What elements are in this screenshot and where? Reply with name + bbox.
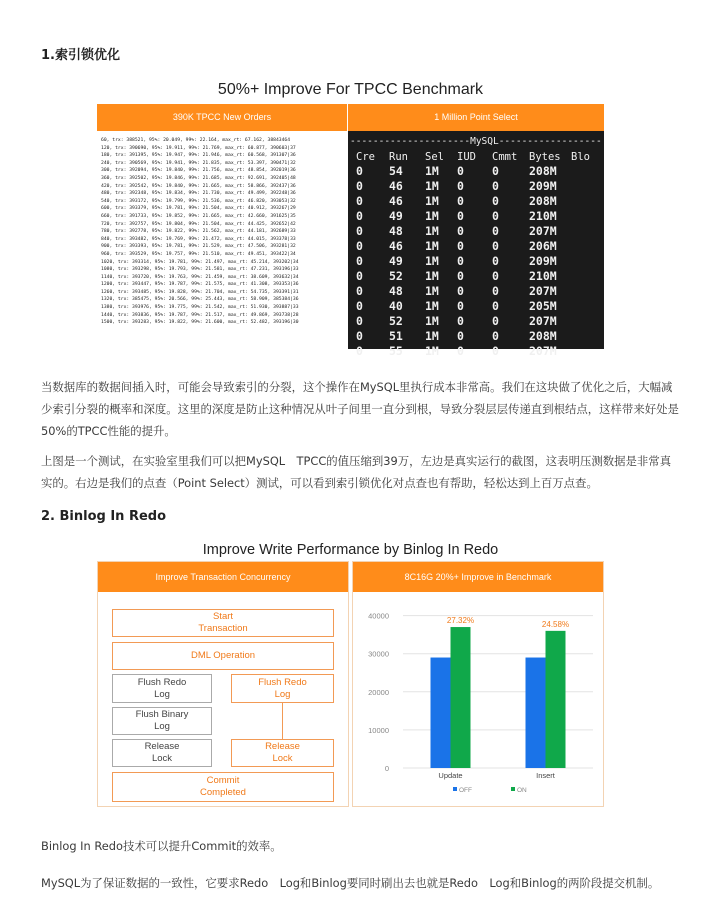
log-line: 420, trx: 392542, 95%: 19.840, 99%: 21.665, max_rt: 58.866, 392437|36 <box>101 183 296 189</box>
terminal-column-header: Cmmt <box>492 150 518 163</box>
terminal-cell: 46 <box>389 179 403 193</box>
terminal-cell: 48 <box>389 284 403 298</box>
tpcc-log-lines <box>97 131 347 327</box>
terminal-cell: 0 <box>356 344 363 358</box>
terminal-cell: 0 <box>356 239 363 253</box>
log-line: 60, trx: 388521, 95%: 20.049, 99%: 22.164, max_rt: 67.162, 38843464 <box>101 138 291 143</box>
log-line: 900, trx: 393393, 95%: 19.781, 99%: 21.529, max_rt: 47.506, 393281|32 <box>101 244 296 250</box>
legend-label-on: ON <box>517 787 527 794</box>
terminal-cell: 209M <box>529 254 557 268</box>
terminal-column-header: Cre <box>356 150 375 163</box>
terminal-cell: 0 <box>356 209 363 223</box>
terminal-cell: 0 <box>492 224 499 238</box>
terminal-cell: 210M <box>529 269 557 283</box>
log-line: 1140, trx: 393720, 95%: 19.763, 99%: 21.459, max_rt: 38.609, 393632|34 <box>101 274 299 280</box>
bar-annotation: 27.32% <box>446 616 475 626</box>
terminal-cell: 0 <box>492 329 499 343</box>
terminal-cell: 0 <box>492 254 499 268</box>
terminal-cell: 0 <box>457 179 464 193</box>
flow-dml-operation: DML Operation <box>112 642 334 670</box>
paragraph-3: Binlog In Redo技术可以提升Commit的效率。 <box>41 839 282 853</box>
terminal-cell: 0 <box>457 209 464 223</box>
bar-annotation: 24.58% <box>541 619 570 629</box>
terminal-cell: 207M <box>529 224 557 238</box>
terminal-row <box>348 194 604 209</box>
terminal-cell: 0 <box>457 239 464 253</box>
terminal-cell: 0 <box>457 314 464 328</box>
terminal-cell: 1M <box>425 329 439 343</box>
terminal-row <box>348 239 604 254</box>
flow-release-lock-orange: Release Lock <box>231 739 334 767</box>
point-select-header: 1 Million Point Select <box>348 104 604 131</box>
bar-on-insert <box>546 631 566 768</box>
log-line: 120, trx: 390690, 95%: 19.911, 99%: 21.769, max_rt: 60.877, 390603|37 <box>101 145 296 151</box>
log-line: 240, trx: 390569, 95%: 19.941, 99%: 21.835, max_rt: 53.397, 390471|32 <box>101 160 296 166</box>
log-line: 780, trx: 392778, 95%: 19.822, 99%: 21.562, max_rt: 44.181, 392689|33 <box>101 229 296 235</box>
terminal-cell: 207M <box>529 344 557 358</box>
y-tick-label: 30000 <box>368 649 389 659</box>
terminal-row <box>348 164 604 179</box>
paragraph-1: 当数据库的数据间插入时，可能会导致索引的分裂，这个操作在MySQL里执行成本非常高。我们在这块做了优化之后，大幅减少索引分裂的概率和深度。这里的深度是防止这种情况从叶子间里一直分到根，导致分裂层层传递直到根结点，这样带来好处是50%的TPCC性能的提升。 <box>41 380 679 438</box>
flow-release-lock-grey: Release Lock <box>112 739 212 767</box>
terminal-cell: 0 <box>457 224 464 238</box>
log-line: 1200, trx: 393447, 95%: 19.787, 99%: 21.575, max_rt: 41.308, 393353|36 <box>101 282 299 288</box>
terminal-cell: 51 <box>389 329 403 343</box>
paragraph-4: MySQL为了保证数据的一致性，它要求Redo Log和Binlog要同时刷出去也就是Redo Log和Binlog的两阶段提交机制。 <box>41 876 660 890</box>
terminal-column-header: Blo <box>571 150 590 163</box>
terminal-cell: 205M <box>529 299 557 313</box>
terminal-cell: 1M <box>425 284 439 298</box>
flow-flush-redo-log-orange: Flush Redo Log <box>231 674 334 703</box>
log-line: 840, trx: 393482, 95%: 19.769, 99%: 21.472, max_rt: 44.015, 393378|33 <box>101 236 296 242</box>
figure2-title: Improve Write Performance by Binlog In Redo <box>202 542 499 558</box>
terminal-cell: 0 <box>356 254 363 268</box>
log-line: 960, trx: 393529, 95%: 19.757, 99%: 21.510, max_rt: 49.451, 393422|34 <box>101 251 296 257</box>
flow-start-transaction: Start Transaction <box>112 609 334 637</box>
log-line: 300, trx: 392094, 95%: 19.840, 99%: 21.756, max_rt: 48.854, 392019|36 <box>101 168 296 174</box>
terminal-cell: 210M <box>529 209 557 223</box>
terminal-cell: 1M <box>425 344 439 358</box>
terminal-row <box>348 179 604 194</box>
log-line: 1080, trx: 393298, 95%: 19.793, 99%: 21.581, max_rt: 47.231, 393196|33 <box>101 267 299 273</box>
terminal-cell: 1M <box>425 194 439 208</box>
terminal-header-row <box>348 150 604 165</box>
terminal-cell: 0 <box>492 209 499 223</box>
benchmark-chart-header: 8C16G 20%+ Improve in Benchmark <box>353 562 603 592</box>
benchmark-chart-panel <box>352 561 604 807</box>
flow-connector-line <box>282 703 283 739</box>
log-line: 600, trx: 393379, 95%: 19.781, 99%: 21.504, max_rt: 40.912, 393267|29 <box>101 206 296 212</box>
transaction-flow-panel <box>97 561 349 807</box>
legend-swatch-on <box>511 787 515 791</box>
terminal-rows <box>348 164 604 359</box>
log-line: 180, trx: 391395, 95%: 19.947, 99%: 21.946, max_rt: 60.568, 391307|36 <box>101 153 296 159</box>
y-tick-label: 10000 <box>368 725 389 735</box>
terminal-row <box>348 329 604 344</box>
terminal-cell: 1M <box>425 254 439 268</box>
terminal-cell: 46 <box>389 239 403 253</box>
terminal-row <box>348 224 604 239</box>
terminal-row <box>348 284 604 299</box>
terminal-cell: 1M <box>425 164 439 178</box>
log-line: 660, trx: 391733, 95%: 19.852, 99%: 21.665, max_rt: 42.660, 391625|35 <box>101 213 296 219</box>
section-heading-2: 2. Binlog In Redo <box>41 509 167 524</box>
log-line: 1500, trx: 393283, 95%: 19.822, 99%: 21.600, max_rt: 52.482, 393196|30 <box>101 320 299 326</box>
terminal-cell: 208M <box>529 194 557 208</box>
terminal-column-header: Sel <box>425 150 444 163</box>
terminal-cell: 0 <box>356 299 363 313</box>
terminal-cell: 1M <box>425 209 439 223</box>
terminal-cell: 1M <box>425 224 439 238</box>
terminal-cell: 0 <box>356 224 363 238</box>
terminal-cell: 55 <box>389 344 403 358</box>
flow-flush-redo-log-grey: Flush Redo Log <box>112 674 212 703</box>
log-line: 1380, trx: 393976, 95%: 19.775, 99%: 21.542, max_rt: 51.930, 393887|33 <box>101 305 299 311</box>
terminal-cell: 207M <box>529 314 557 328</box>
y-tick-label: 20000 <box>368 687 389 697</box>
terminal-row <box>348 299 604 314</box>
terminal-row <box>348 254 604 269</box>
terminal-row <box>348 314 604 329</box>
terminal-cell: 1M <box>425 179 439 193</box>
terminal-cell: 0 <box>356 269 363 283</box>
terminal-cell: 0 <box>492 239 499 253</box>
terminal-cell: 52 <box>389 314 403 328</box>
terminal-cell: 40 <box>389 299 403 313</box>
terminal-cell: 0 <box>492 194 499 208</box>
terminal-cell: 0 <box>457 269 464 283</box>
x-tick-label: Update <box>438 771 463 780</box>
terminal-column-header: Run <box>389 150 408 163</box>
log-line: 540, trx: 393172, 95%: 19.799, 99%: 21.536, max_rt: 46.820, 393053|32 <box>101 198 296 204</box>
point-select-panel <box>348 104 604 358</box>
legend-swatch-off <box>453 787 457 791</box>
terminal-cell: 1M <box>425 269 439 283</box>
terminal-cell: 0 <box>457 254 464 268</box>
tpcc-log-panel <box>97 104 347 349</box>
terminal-column-header: IUD <box>457 150 476 163</box>
terminal-cell: 0 <box>356 179 363 193</box>
terminal-cell: 46 <box>389 194 403 208</box>
terminal-cell: 0 <box>492 299 499 313</box>
terminal-cell: 0 <box>356 164 363 178</box>
flow-panel-header: Improve Transaction Concurrency <box>98 562 348 592</box>
terminal-row <box>348 344 604 359</box>
terminal-cell: 207M <box>529 284 557 298</box>
log-line: 1320, trx: 385475, 95%: 20.566, 99%: 25.443, max_rt: 58.909, 385384|36 <box>101 297 299 303</box>
y-tick-label: 0 <box>384 764 389 773</box>
flow-commit-completed: Commit Completed <box>112 772 334 802</box>
bar-on-update <box>451 627 471 768</box>
terminal-cell: 0 <box>356 284 363 298</box>
log-line: 720, trx: 392757, 95%: 19.804, 99%: 21.504, max_rt: 44.425, 392652|42 <box>101 221 296 227</box>
section-heading-1: 1.索引锁优化 <box>41 48 120 63</box>
terminal-cell: 48 <box>389 224 403 238</box>
benchmark-bar-chart <box>353 592 603 806</box>
terminal-cell: 52 <box>389 269 403 283</box>
terminal-cell: 208M <box>529 329 557 343</box>
figure1-title: 50%+ Improve For TPCC Benchmark <box>217 81 484 98</box>
terminal-cell: 0 <box>492 284 499 298</box>
log-line: 360, trx: 392502, 95%: 19.846, 99%: 21.685, max_rt: 92.691, 392405|48 <box>101 175 296 181</box>
terminal-cell: 0 <box>457 299 464 313</box>
terminal-cell: 0 <box>457 344 464 358</box>
terminal-row <box>348 209 604 224</box>
terminal-cell: 209M <box>529 179 557 193</box>
paragraph-2: 上图是一个测试，在实验室里我们可以把MySQL TPCC的值压缩到39万，左边是真实运行的截图，这表明压测数据是非常真实的。右边是我们的点查（Point Select）测试，可以看到索引锁优化对点查也有帮助，轻松达到上百万点查。 <box>41 454 672 490</box>
terminal-cell: 0 <box>457 284 464 298</box>
log-line: 480, trx: 392348, 95%: 19.834, 99%: 21.730, max_rt: 49.499, 392248|36 <box>101 191 296 197</box>
terminal-cell: 54 <box>389 164 403 178</box>
terminal-cell: 49 <box>389 209 403 223</box>
terminal-cell: 49 <box>389 254 403 268</box>
mysql-banner: ---------------------MySQL------------------ <box>350 136 602 147</box>
flow-flush-binary-log: Flush Binary Log <box>112 707 212 735</box>
terminal-cell: 1M <box>425 239 439 253</box>
terminal-cell: 0 <box>492 164 499 178</box>
log-line: 1440, trx: 393836, 95%: 19.787, 99%: 21.517, max_rt: 49.869, 393738|28 <box>101 312 299 318</box>
terminal-cell: 0 <box>492 269 499 283</box>
terminal-row <box>348 269 604 284</box>
log-line: 1260, trx: 393485, 95%: 19.828, 99%: 21.704, max_rt: 54.735, 393391|31 <box>101 289 299 295</box>
bar-off-update <box>431 658 451 768</box>
terminal-cell: 208M <box>529 164 557 178</box>
terminal-cell: 0 <box>457 329 464 343</box>
y-tick-label: 40000 <box>368 611 389 621</box>
terminal-cell: 0 <box>492 179 499 193</box>
terminal-cell: 0 <box>356 194 363 208</box>
terminal-cell: 1M <box>425 299 439 313</box>
terminal-cell: 0 <box>492 344 499 358</box>
terminal-cell: 0 <box>356 329 363 343</box>
terminal-cell: 0 <box>356 314 363 328</box>
terminal-column-header: Bytes <box>529 150 561 163</box>
bar-off-insert <box>526 658 546 768</box>
log-line: 1020, trx: 393314, 95%: 19.781, 99%: 21.497, max_rt: 45.214, 393202|34 <box>101 259 299 265</box>
tpcc-panel-header: 390K TPCC New Orders <box>97 104 347 131</box>
terminal-cell: 0 <box>492 314 499 328</box>
x-tick-label: Insert <box>536 771 555 780</box>
terminal-cell: 0 <box>457 194 464 208</box>
terminal-cell: 206M <box>529 239 557 253</box>
legend-label-off: OFF <box>459 787 472 794</box>
terminal-cell: 0 <box>457 164 464 178</box>
terminal-cell: 1M <box>425 314 439 328</box>
